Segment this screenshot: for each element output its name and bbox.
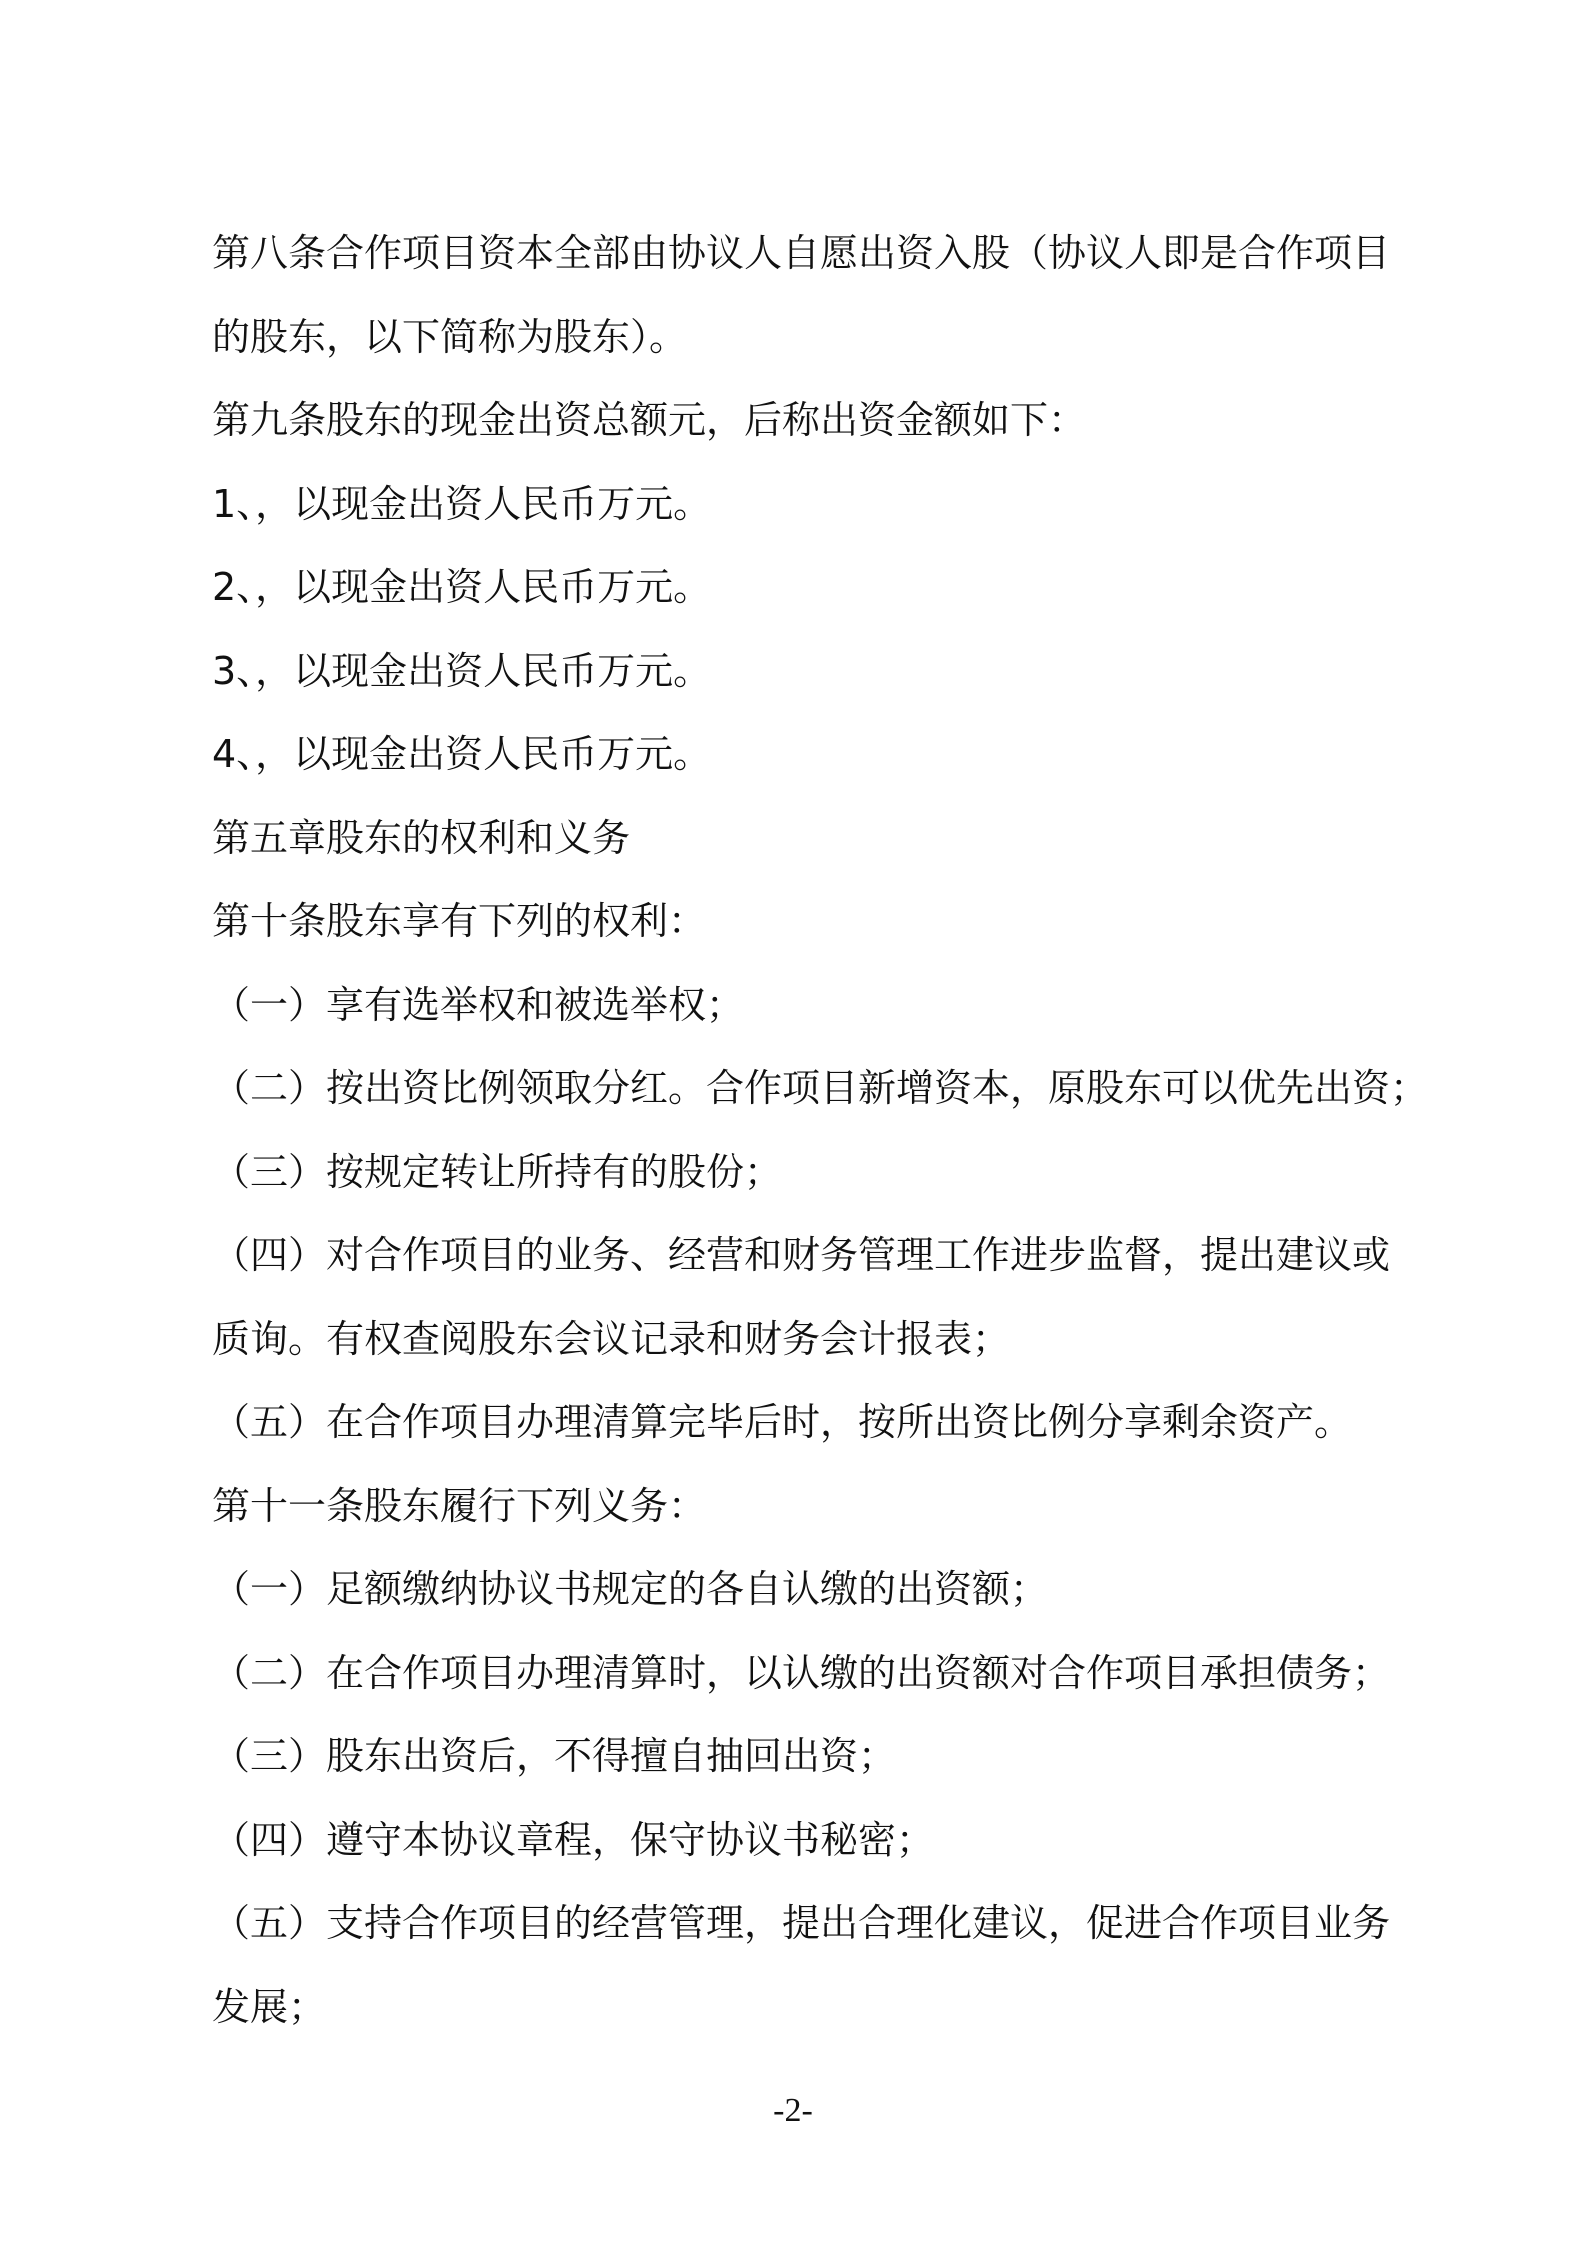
text-line: 的股东，以下简称为股东）。 (212, 314, 688, 359)
text-line: 第十一条股东履行下列义务： (212, 1483, 707, 1528)
text-line: 第十条股东享有下列的权利： (212, 899, 707, 943)
text-line: （四）对合作项目的业务、经营和财务管理工作进步监督，提出建议或 (212, 1233, 1391, 1277)
chapter-heading: 第五章股东的权利和义务 (212, 815, 631, 860)
text-line: （一）享有选举权和被选举权； (212, 982, 745, 1027)
text-line: （五）支持合作项目的经营管理，提出合理化建议，促进合作项目业务 (212, 1901, 1391, 1945)
text-line: （五）在合作项目办理清算完毕后时，按所出资比例分享剩余资产。 (212, 1400, 1353, 1444)
text-line: 1、，以现金出资人民币万元。 (212, 481, 712, 526)
text-line: （四）遵守本协议章程，保守协议书秘密； (212, 1817, 935, 1862)
text-line: 2、，以现金出资人民币万元。 (212, 565, 712, 609)
text-line: （二）在合作项目办理清算时，以认缴的出资额对合作项目承担债务； (212, 1650, 1391, 1695)
text-line: 质询。有权查阅股东会议记录和财务会计报表； (212, 1316, 1011, 1361)
text-line: （三）股东出资后，不得擅自抽回出资； (212, 1734, 897, 1778)
page-number: -2- (773, 2092, 813, 2129)
text-line: （三）按规定转让所持有的股份； (212, 1149, 783, 1194)
text-line: 第八条合作项目资本全部由协议人自愿出资入股（协议人即是合作项目 (212, 231, 1391, 275)
text-line: 3、，以现金出资人民币万元。 (212, 648, 712, 693)
text-line: 发展； (212, 1984, 327, 2029)
text-line: 4、，以现金出资人民币万元。 (212, 732, 712, 776)
text-line: （二）按出资比例领取分红。合作项目新增资本，原股东可以优先出资； (212, 1066, 1429, 1110)
text-line: 第九条股东的现金出资总额元，后称出资金额如下： (212, 398, 1087, 442)
text-line: （一）足额缴纳协议书规定的各自认缴的出资额； (212, 1567, 1049, 1611)
document-body (212, 212, 1429, 2049)
